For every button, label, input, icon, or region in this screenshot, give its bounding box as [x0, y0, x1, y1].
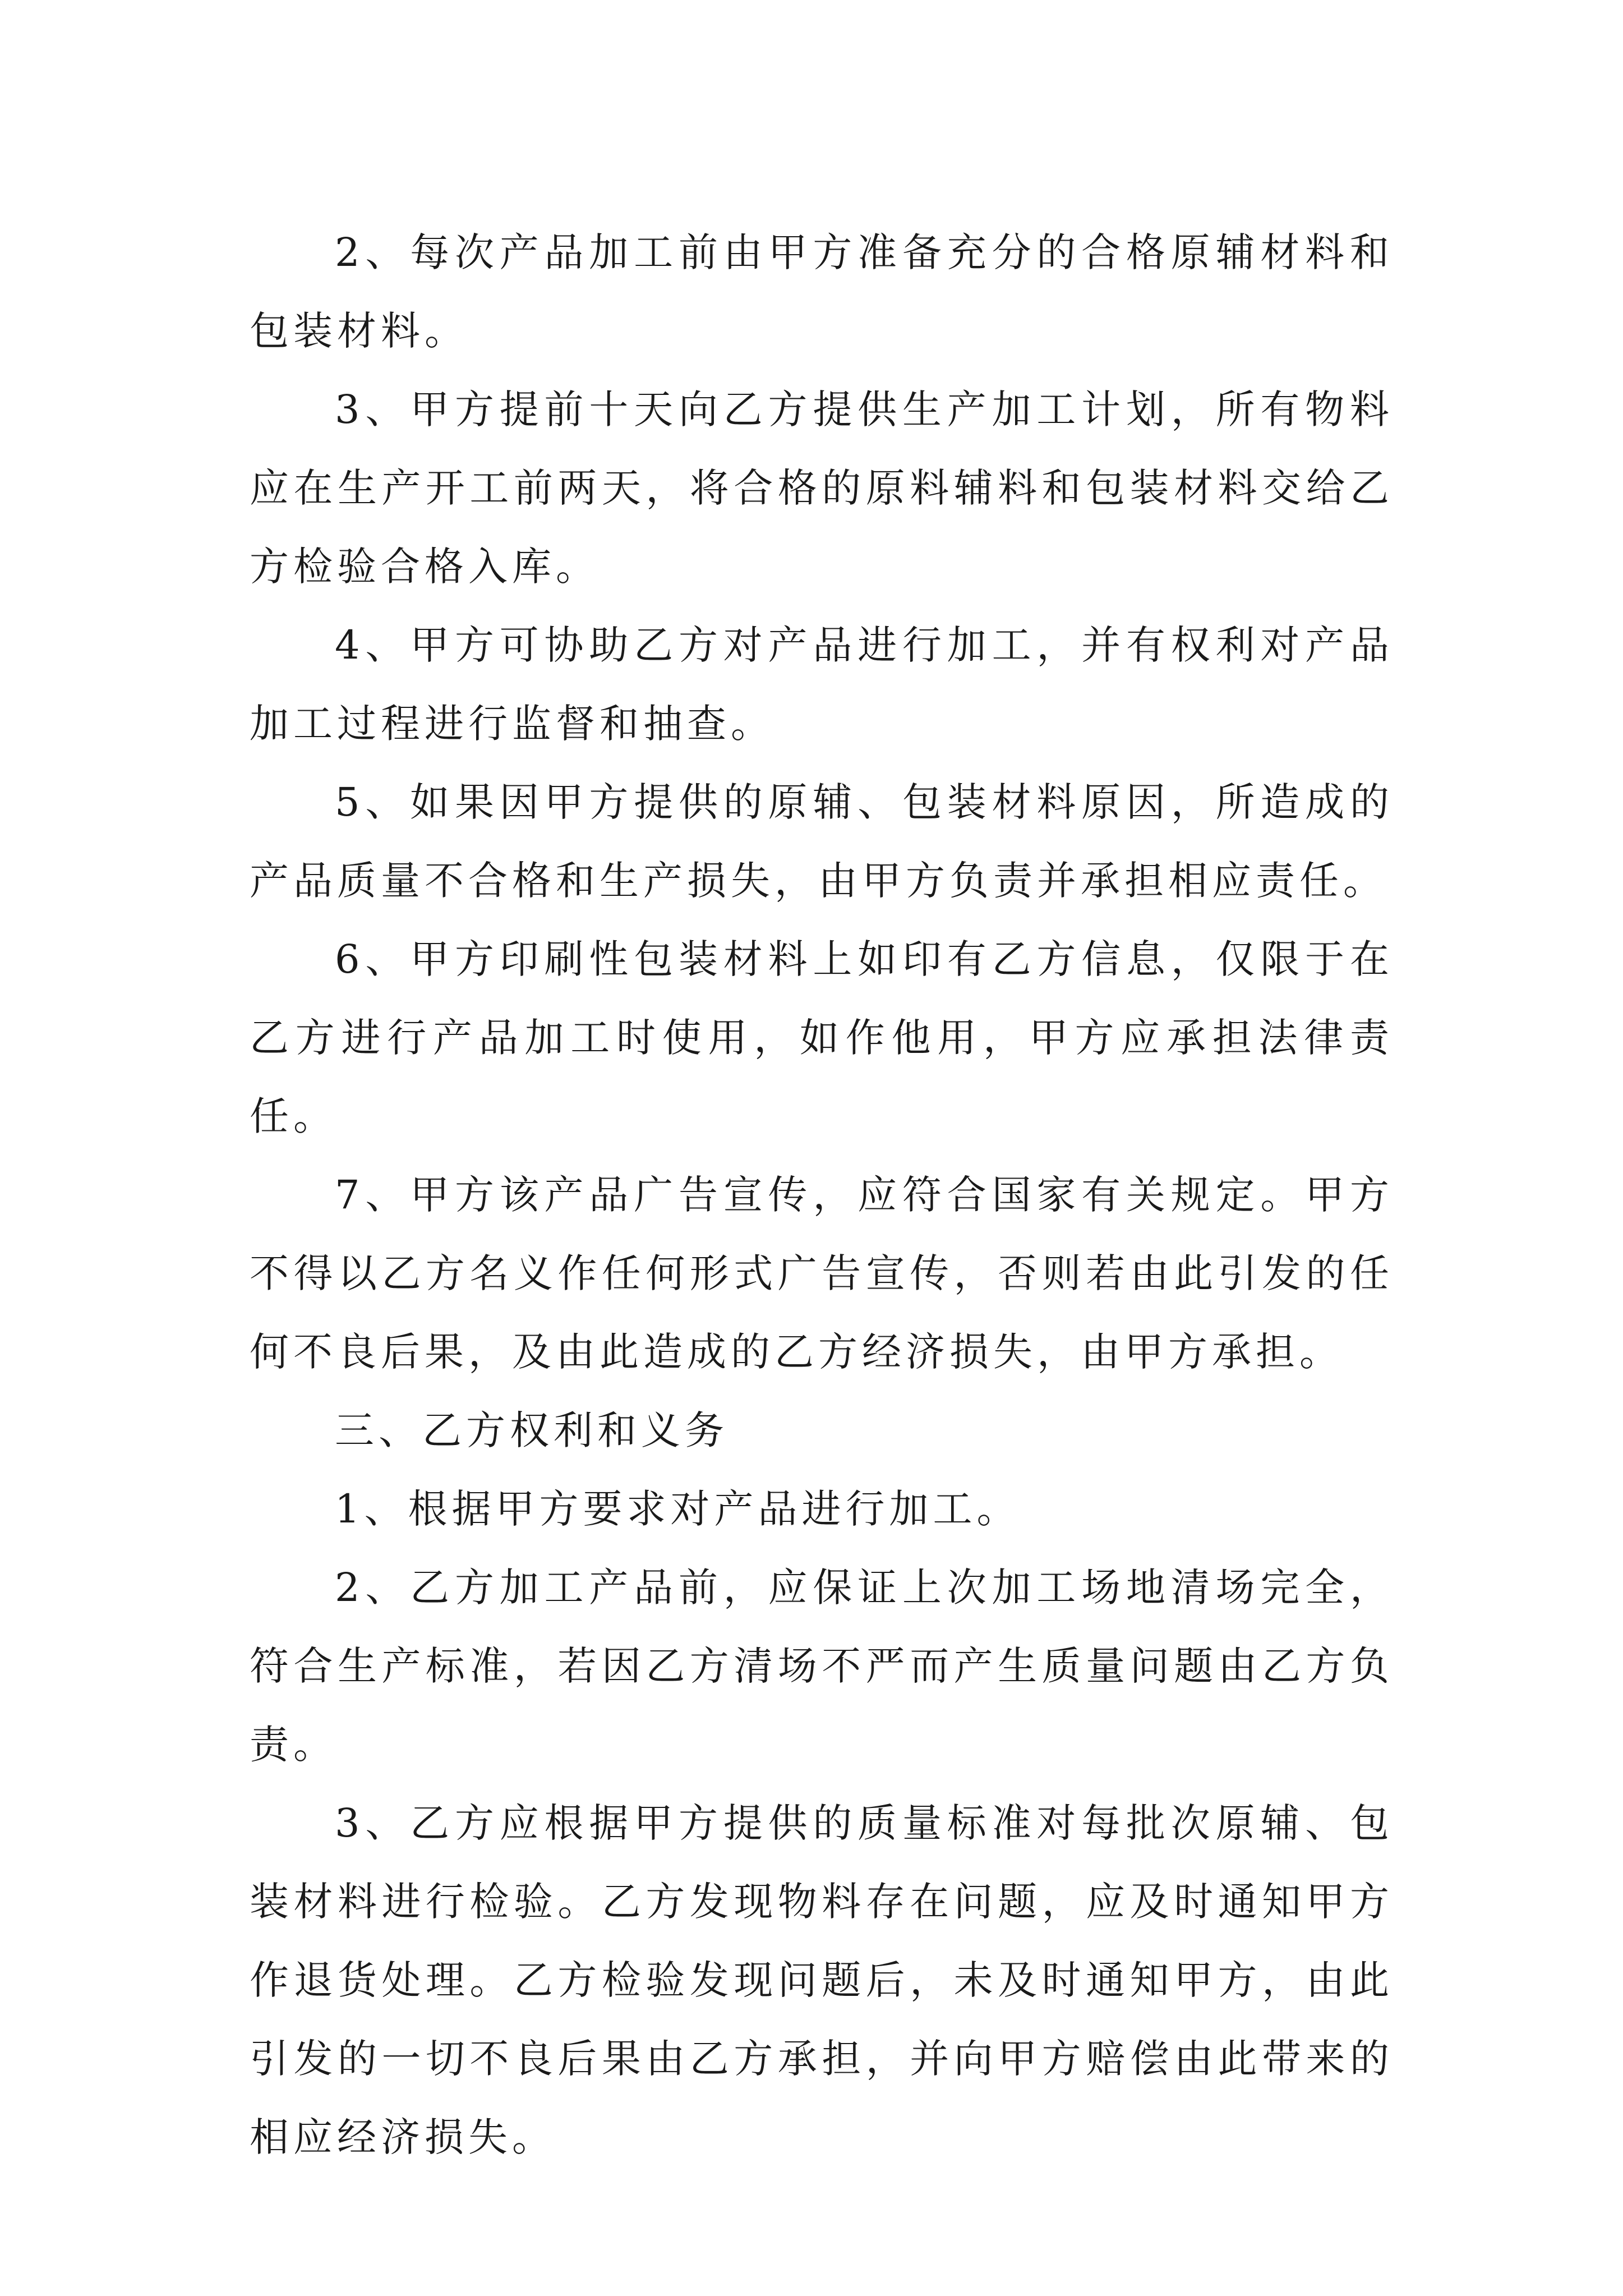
paragraph-b-item-1: 1、根据甲方要求对产品进行加工。 — [335, 1486, 1021, 1532]
paragraph-a-item-3: 3、甲方提前十天向乙方提供生产加工计划，所有物料应在生产开工前两天，将合格的原料辅料和包装材料交给乙方检验合格入库。 — [250, 386, 1394, 590]
paragraph-a-item-2: 2、每次产品加工前由甲方准备充分的合格原辅材料和包装材料。 — [250, 229, 1394, 354]
paragraph-a-item-4: 4、甲方可协助乙方对产品进行加工，并有权利对产品加工过程进行监督和抽查。 — [250, 622, 1394, 747]
document-body — [250, 213, 1394, 2177]
paragraph-a-item-6: 6、甲方印刷性包装材料上如印有乙方信息，仅限于在乙方进行产品加工时使用，如作他用，甲方应承担法律责任。 — [250, 936, 1394, 1139]
paragraph-a-item-7: 7、甲方该产品广告宣传，应符合国家有关规定。甲方不得以乙方名义作任何形式广告宣传，否则若由此引发的任何不良后果，及由此造成的乙方经济损失，由甲方承担。 — [250, 1172, 1394, 1375]
paragraph-a-item-5: 5、如果因甲方提供的原辅、包装材料原因，所造成的产品质量不合格和生产损失，由甲方负责并承担相应责任。 — [250, 779, 1394, 904]
paragraph-b-item-2: 2、乙方加工产品前，应保证上次加工场地清场完全，符合生产标准，若因乙方清场不严而产生质量问题由乙方负责。 — [250, 1565, 1394, 1768]
paragraph-b-item-3: 3、乙方应根据甲方提供的质量标准对每批次原辅、包装材料进行检验。乙方发现物料存在问题，应及时通知甲方作退货处理。乙方检验发现问题后，未及时通知甲方，由此引发的一切不良后果由乙方承担，并向甲方赔偿由此带来的相应经济损失。 — [250, 1800, 1394, 2160]
section-heading-party-b: 三、乙方权利和义务 — [335, 1407, 728, 1453]
